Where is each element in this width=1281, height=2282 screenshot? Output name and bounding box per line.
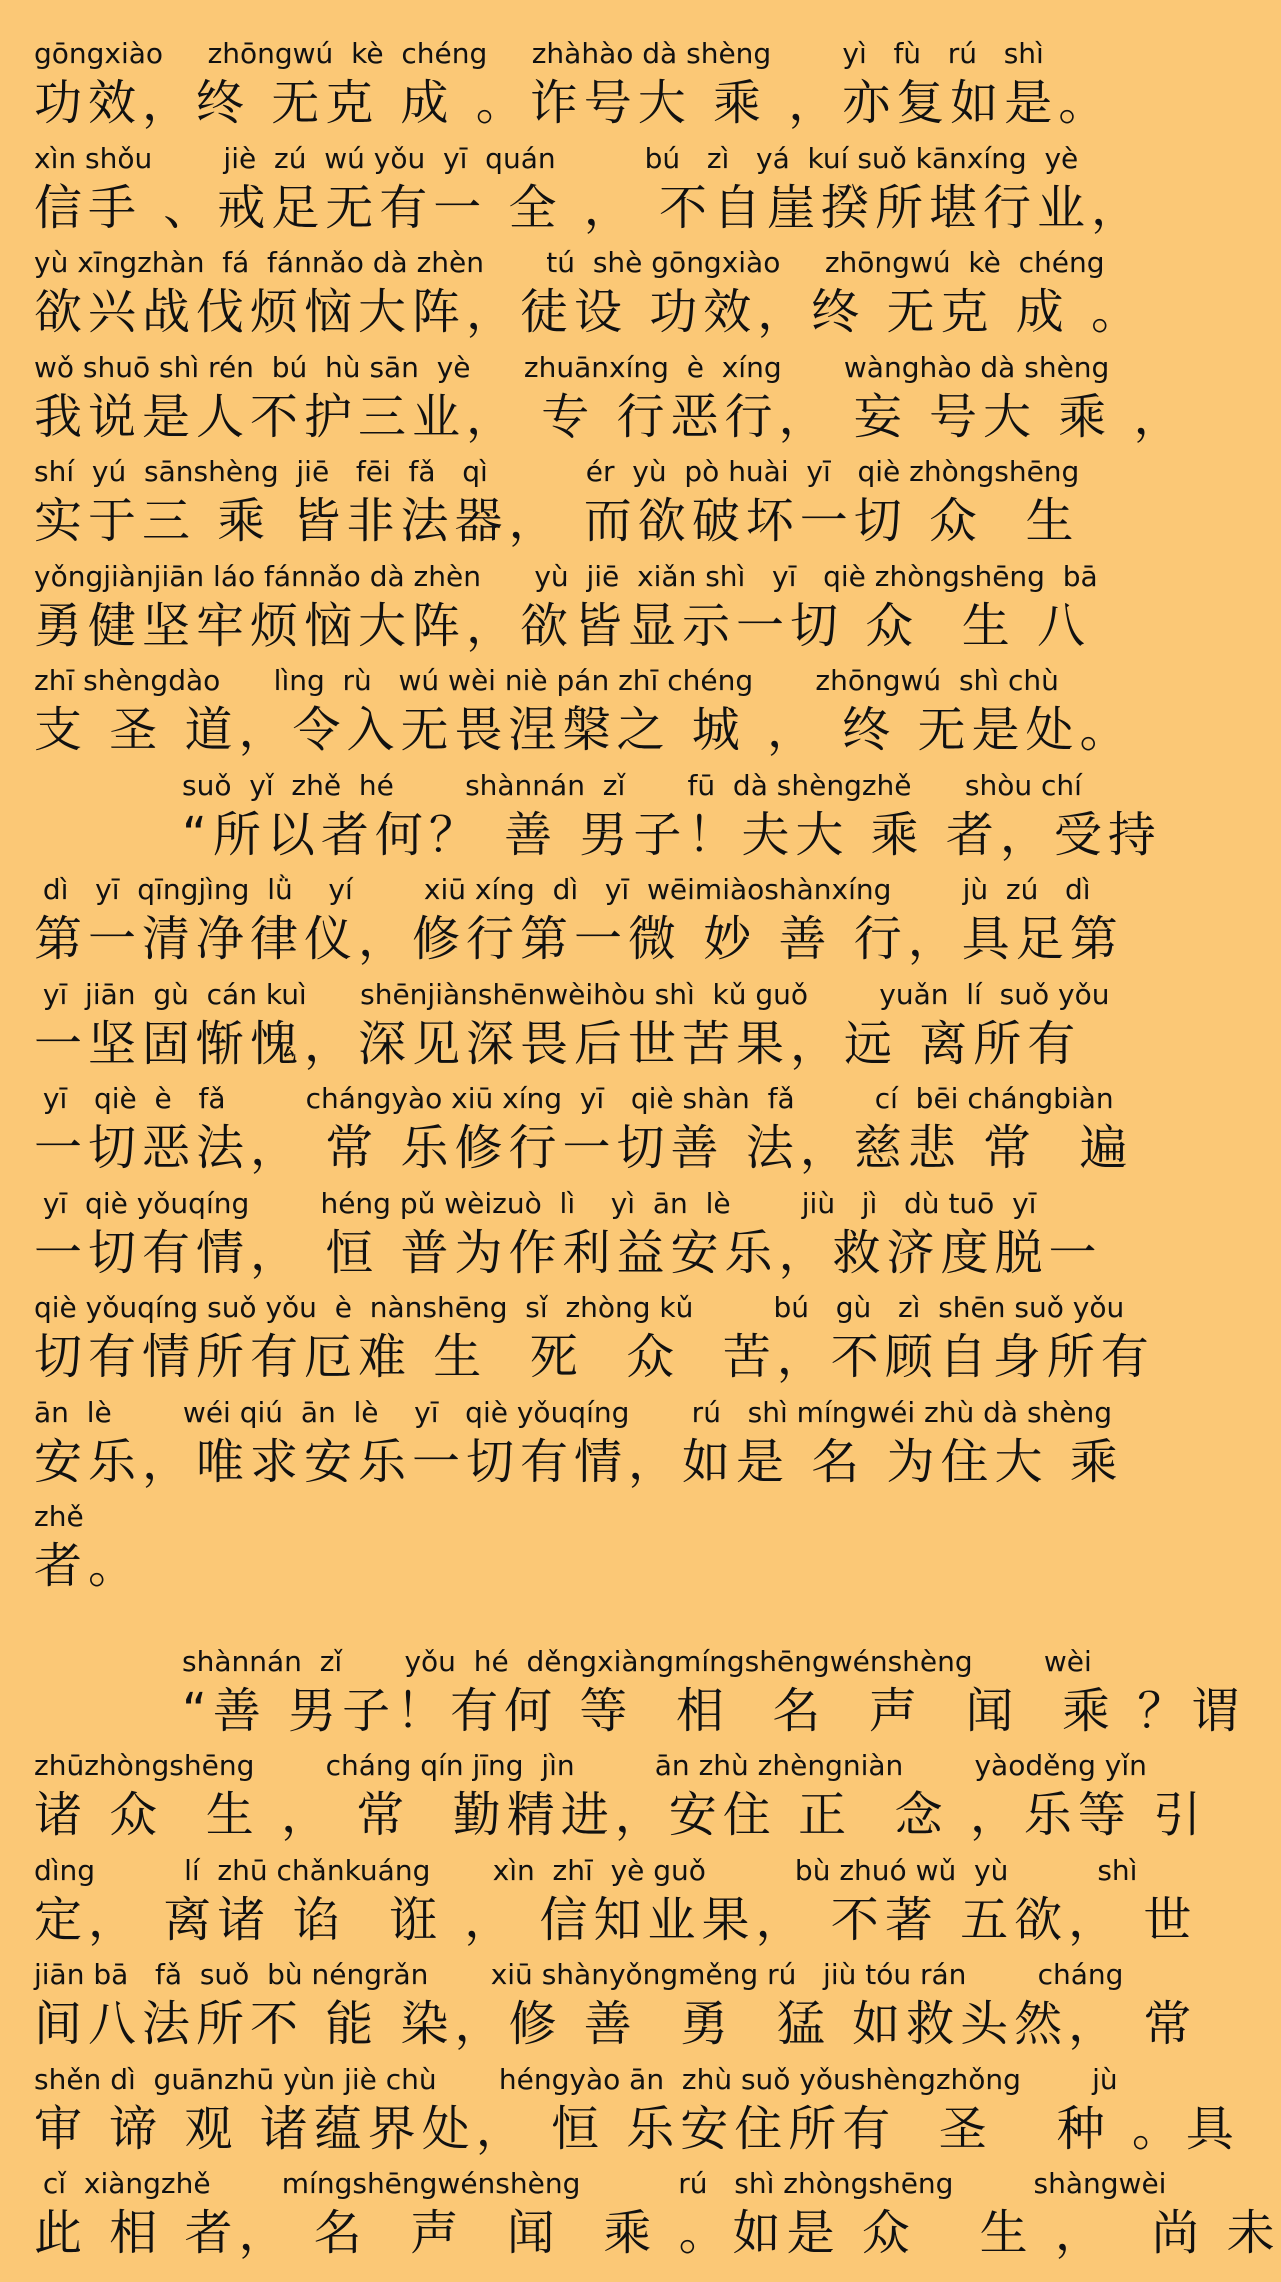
- text-line: [34, 1957, 1198, 2062]
- pinyin-row: xìn shǒu jiè zú wú yǒu yī quán bú zì yá kuí suǒ kānxíng yè: [34, 141, 1079, 175]
- pinyin-row: wǒ shuō shì rén bú hù sān yè zhuānxíng è xíng wànghào dà shèng: [34, 350, 1110, 384]
- hanzi-row: 功效，终 无克 成 。诈号大 乘 ，亦复如是。: [34, 75, 1113, 131]
- text-line: [34, 977, 1110, 1082]
- text-line: [34, 559, 1098, 664]
- pinyin-row: zhūzhòngshēng cháng qín jīng jìn ān zhù zhèngniàn yàoděng yǐn: [34, 1749, 1147, 1782]
- pinyin-row: yǒngjiànjiān láo fánnǎo dà zhèn yù jiē xiǎn shì yī qiè zhòngshēng bā: [34, 559, 1098, 593]
- text-line: [34, 1186, 1103, 1291]
- pinyin-row: yī qiè è fǎ chángyào xiū xíng yī qiè shàn fǎ cí bēi chángbiàn: [34, 1082, 1114, 1115]
- pinyin-row: jiān bā fǎ suǒ bù néngrǎn xiū shànyǒngměng rú jiù tóu rán cháng: [34, 1958, 1124, 1991]
- text-line: [34, 350, 1188, 455]
- pinyin-row: dì yī qīngjìng lǜ yí xiū xíng dì yī wēimiàoshànxíng jù zú dì: [34, 873, 1091, 906]
- text-line: [34, 872, 1124, 977]
- pinyin-row: shànnán zǐ yǒu hé děngxiàngmíngshēngwénshèng wèi: [182, 1644, 1092, 1678]
- hanzi-row: 切有情所有厄难 生 死 众 苦，不顾自身所有: [34, 1329, 1155, 1385]
- hanzi-row: 一切恶法， 常 乐修行一切善 法，慈悲 常 遍: [34, 1120, 1134, 1176]
- text-line: [34, 1081, 1134, 1186]
- hanzi-row: 勇健坚牢烦恼大阵，欲皆显示一切 众 生 八: [34, 597, 1092, 654]
- pinyin-row: zhě: [34, 1500, 84, 1533]
- hanzi-row: 一坚固惭愧，深见深畏后世苦果，远 离所有: [34, 1015, 1082, 1072]
- text-line: [34, 1853, 1198, 1958]
- text-line: [34, 768, 1162, 873]
- hanzi-row: “所以者何？ 善 男子！夫大 乘 者，受持: [182, 806, 1162, 863]
- pinyin-row: shí yú sānshèng jiē fēi fǎ qì ér yù pò huài yī qiè zhòngshēng: [34, 455, 1080, 488]
- hanzi-row: 安乐，唯求安乐一切有情，如是 名 为住大 乘: [34, 1433, 1124, 1490]
- hanzi-row: 审 谛 观 诸蕴界处， 恒 乐安住所有 圣 种 。具: [34, 2100, 1240, 2157]
- text-line: [34, 663, 1134, 768]
- hanzi-row: 欲兴战伐烦恼大阵，徒设 功效，终 无克 成 。: [34, 284, 1146, 340]
- hanzi-row: 者。: [34, 1538, 143, 1594]
- pinyin-row: cǐ xiàngzhě míngshēngwénshèng rú shì zhòngshēng shàngwèi: [34, 2167, 1167, 2200]
- hanzi-row: 诸 众 生 ， 常 勤精进，安住 正 念 ，乐等 引: [34, 1787, 1208, 1843]
- text-line: [34, 1290, 1155, 1395]
- hanzi-row: 此 相 者， 名 声 闻 乘 。如是 众 生 ， 尚 未: [34, 2205, 1281, 2261]
- hanzi-row: 我说是人不护三业， 专 行恶行， 妄 号大 乘 ，: [34, 388, 1188, 445]
- text-line: [34, 36, 1113, 141]
- text-line: [34, 1499, 1046, 1604]
- hanzi-row: 间八法所不 能 染，修 善 勇 猛 如救头然， 常: [34, 1996, 1198, 2052]
- pinyin-row: yī jiān gù cán kuì shēnjiànshēnwèihòu shì kǔ guǒ yuǎn lí suǒ yǒu: [34, 977, 1110, 1011]
- text-line: [34, 2062, 1240, 2167]
- text-line: [34, 1748, 1208, 1853]
- hanzi-row: 定， 离诸 谄 诳 ， 信知业果， 不著 五欲， 世: [34, 1891, 1198, 1948]
- text-line: [34, 245, 1146, 350]
- pinyin-row: suǒ yǐ zhě hé shànnán zǐ fū dà shèngzhě shòu chí: [182, 768, 1082, 802]
- text-line: [34, 1644, 1246, 1749]
- text-line: [34, 2166, 1281, 2271]
- pinyin-row: dìng lí zhū chǎnkuáng xìn zhī yè guǒ bù zhuó wǔ yù shì: [34, 1853, 1138, 1887]
- text-line: [34, 141, 1146, 246]
- hanzi-row: 一切有情， 恒 普为作利益安乐，救济度脱一: [34, 1224, 1103, 1281]
- text-line: [34, 1395, 1124, 1500]
- text-line: [34, 454, 1080, 559]
- paragraph-spacer: [34, 1604, 1046, 1644]
- pinyin-row: yī qiè yǒuqíng héng pǔ wèizuò lì yì ān lè jiù jì dù tuō yī: [34, 1186, 1037, 1220]
- pinyin-row: yù xīngzhàn fá fánnǎo dà zhèn tú shè gōngxiào zhōngwú kè chéng: [34, 246, 1105, 279]
- pinyin-row: zhī shèngdào lìng rù wú wèi niè pán zhī chéng zhōngwú shì chù: [34, 664, 1059, 697]
- hanzi-row: 第一清净律仪，修行第一微 妙 善 行，具足第: [34, 911, 1124, 967]
- hanzi-row: “善 男子！有何 等 相 名 声 闻 乘 ？谓: [182, 1682, 1246, 1739]
- hanzi-row: 支 圣 道，令入无畏涅槃之 城 ， 终 无是处。: [34, 702, 1134, 758]
- pinyin-row: qiè yǒuqíng suǒ yǒu è nànshēng sǐ zhòng kǔ bú gù zì shēn suǒ yǒu: [34, 1291, 1125, 1324]
- hanzi-row: 实于三 乘 皆非法器， 而欲破坏一切 众 生: [34, 493, 1080, 549]
- hanzi-row: 信手 、戒足无有一 全 ， 不自崖揆所堪行业，: [34, 179, 1146, 236]
- pinyin-row: shěn dì guānzhū yùn jiè chù héngyào ān zhù suǒ yǒushèngzhǒng jù: [34, 2062, 1118, 2096]
- pinyin-row: gōngxiào zhōngwú kè chéng zhàhào dà shèng yì fù rú shì: [34, 37, 1044, 70]
- pinyin-row: ān lè wéi qiú ān lè yī qiè yǒuqíng rú shì míngwéi zhù dà shèng: [34, 1395, 1113, 1429]
